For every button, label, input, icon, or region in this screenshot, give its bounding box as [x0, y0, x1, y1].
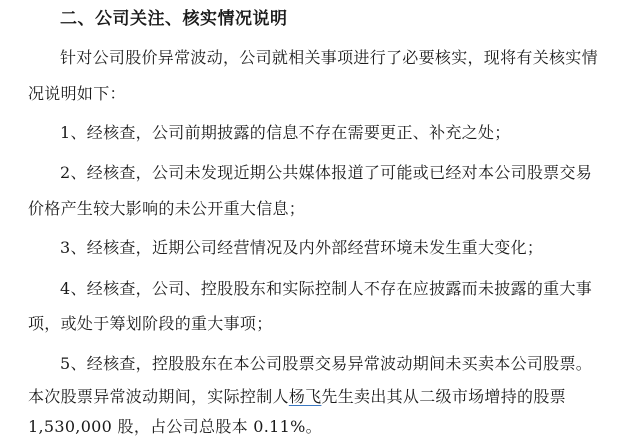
- item-5-line-3: 1,530,000 股，占公司总股本 0.11%。: [28, 417, 322, 436]
- item-1-line-1: 1、经核查，公司前期披露的信息不存在需要更正、补充之处；: [60, 123, 511, 142]
- controller-name: 杨飞: [288, 387, 322, 406]
- intro-paragraph-line-2: 况说明如下：: [28, 84, 126, 103]
- intro-paragraph-line-1: 针对公司股价异常波动，公司就相关事项进行了必要核实，现将有关核实情: [60, 48, 598, 67]
- item-2-line-1: 2、经核查，公司未发现近期公共媒体报道了可能或已经对本公司股票交易: [60, 163, 593, 182]
- item-3-line-1: 3、经核查，近期公司经营情况及内外部经营环境未发生重大变化；: [60, 238, 544, 257]
- section-heading: 二、公司关注、核实情况说明: [60, 9, 288, 29]
- item-5-line-1: 5、经核查，控股股东在本公司股票交易异常波动期间未买卖本公司股票。: [60, 354, 593, 373]
- item-2-line-2: 价格产生较大影响的未公开重大信息；: [28, 199, 306, 218]
- item-4-line-2: 项，或处于筹划阶段的重大事项；: [28, 314, 273, 333]
- item-5-line-2-text-before: 本次股票异常波动期间，实际控制人: [28, 387, 289, 406]
- item-4-line-1: 4、经核查，公司、控股股东和实际控制人不存在应披露而未披露的重大事: [60, 279, 593, 298]
- item-5-line-2-text-after: 先生卖出其从二级市场增持的股票: [321, 387, 566, 406]
- item-5-line-2: [28, 386, 566, 408]
